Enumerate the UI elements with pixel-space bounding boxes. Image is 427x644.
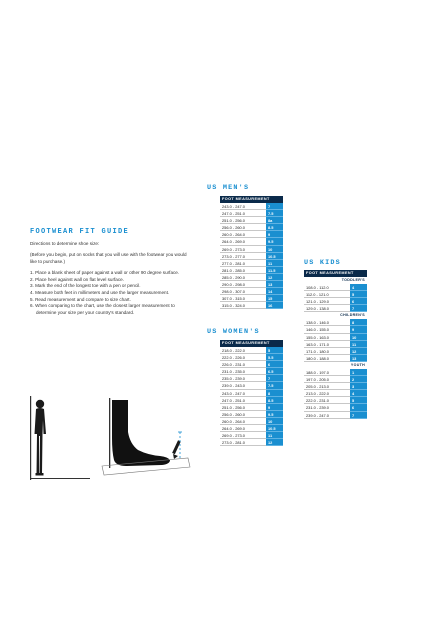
foot-measurement-cell: 273.0 - 281.0 [220, 439, 266, 446]
shoe-size-cell: 9 [266, 231, 283, 238]
size-row [304, 334, 367, 341]
shoe-size-cell: 2 [350, 376, 367, 383]
shoe-size-cell: 3 [350, 383, 367, 390]
size-row [220, 281, 283, 288]
size-row [220, 295, 283, 302]
shoe-size-cell: 15 [266, 295, 283, 302]
guide-steps [30, 270, 188, 316]
shoe-size-cell: 8 [350, 319, 367, 326]
guide-step: 6. When comparing to the chart, use the closest larger measurement to determine your size per your country's standard. [30, 303, 175, 315]
shoe-size-cell: 12 [266, 274, 283, 281]
foot-measurement-cell: 247.0 - 251.0 [220, 397, 266, 404]
shoe-size-cell: 5 [350, 397, 367, 404]
foot-measurement-cell: 285.0 - 290.0 [220, 274, 266, 281]
shoe-size-cell: 4 [350, 390, 367, 397]
shoe-size-cell: 10.5 [266, 425, 283, 432]
size-row [220, 425, 283, 432]
size-row [220, 411, 283, 418]
foot-measurement-cell: 273.0 - 277.0 [220, 253, 266, 260]
shoe-size-cell: 10.5 [266, 253, 283, 260]
size-row [304, 355, 367, 362]
size-row [220, 246, 283, 253]
foot-measurement-cell: 129.0 - 138.0 [304, 305, 350, 312]
foot-measurement-cell: 121.0 - 129.0 [304, 298, 350, 305]
mens-table-header: FOOT MEASUREMENT [220, 196, 283, 203]
shoe-size-cell: 16 [266, 302, 283, 309]
size-row [220, 203, 283, 210]
size-row [304, 397, 367, 404]
size-row [304, 412, 367, 419]
guide-step: 4. Measure both feet in millimeters and use the larger measurement. [30, 289, 170, 295]
foot-measurement-cell: 180.0 - 188.0 [304, 355, 350, 362]
size-row [304, 404, 367, 411]
guide-intro-socks: (Before you begin, put on socks that you will use with the footwear you would like to purchase.) [30, 252, 187, 264]
foot-wall [109, 398, 110, 468]
foot-measurement-cell: 171.0 - 180.0 [304, 348, 350, 355]
foot-measurement-cell: 260.0 - 264.0 [220, 231, 266, 238]
womens-table-header: FOOT MEASUREMENT [220, 340, 283, 347]
shoe-size-cell: 14 [266, 288, 283, 295]
foot-measurement-cell: 222.0 - 226.0 [220, 354, 266, 361]
foot-measurement-cell: 290.0 - 298.0 [220, 281, 266, 288]
shoe-size-cell: 4 [350, 284, 367, 291]
shoe-size-cell: 9.5 [266, 411, 283, 418]
shoe-size-cell: 6 [350, 298, 367, 305]
foot-measurement-cell: 251.0 - 256.0 [220, 217, 266, 224]
foot-measurement-cell: 247.0 - 251.0 [220, 210, 266, 217]
size-row [304, 284, 367, 291]
foot-measurement-cell: 264.0 - 269.0 [220, 238, 266, 245]
shoe-size-cell: 11.5 [266, 267, 283, 274]
mens-size-table [220, 196, 283, 309]
size-row [220, 210, 283, 217]
shoe-size-cell: 7 [350, 305, 367, 312]
foot-measurement-cell: 138.0 - 146.0 [304, 319, 350, 326]
shoe-size-cell: 8a [266, 217, 283, 224]
size-row [220, 390, 283, 397]
shoe-size-cell: 11 [350, 341, 367, 348]
shoe-size-cell: 7 [266, 375, 283, 382]
shoe-size-cell: 13 [350, 355, 367, 362]
shoe-size-cell: 7 [350, 412, 367, 419]
size-row [220, 404, 283, 411]
size-row [220, 418, 283, 425]
size-row [304, 390, 367, 397]
foot-measurement-cell: 307.0 - 315.0 [220, 295, 266, 302]
shoe-size-cell: 12 [266, 439, 283, 446]
foot-measurement-cell: 231.0 - 235.0 [220, 368, 266, 375]
foot-measurement-cell: 213.0 - 222.0 [304, 390, 350, 397]
size-row [220, 224, 283, 231]
foot-measurement-cell: 235.0 - 239.0 [220, 375, 266, 382]
foot-measurement-cell: 239.0 - 247.0 [304, 412, 350, 419]
size-row [220, 267, 283, 274]
shoe-size-cell: 5 [350, 291, 367, 298]
size-row [220, 302, 283, 309]
size-row [220, 288, 283, 295]
size-row [220, 432, 283, 439]
womens-size-table [220, 340, 283, 446]
size-row [304, 376, 367, 383]
guide-step: 5. Read measurement and compare to size chart. [30, 296, 131, 302]
kids-group-label: TODDLER'S [341, 278, 365, 282]
size-row [220, 439, 283, 446]
size-row [304, 341, 367, 348]
shoe-size-cell: 11 [266, 260, 283, 267]
guide-intro-directions: Directions to determine shoe size: [30, 241, 100, 246]
size-row [304, 298, 367, 305]
shoe-size-cell: 12 [350, 348, 367, 355]
shoe-size-cell: 9 [266, 404, 283, 411]
size-row [220, 397, 283, 404]
size-row [220, 217, 283, 224]
size-row [304, 291, 367, 298]
guide-title: FOOTWEAR FIT GUIDE [30, 228, 130, 236]
shoe-size-cell: 11 [266, 432, 283, 439]
foot-measurement-cell: 239.0 - 243.0 [220, 382, 266, 389]
size-row [220, 260, 283, 267]
size-row [304, 383, 367, 390]
foot-measurement-cell: 264.0 - 269.0 [220, 425, 266, 432]
size-row [220, 253, 283, 260]
kids-title: US KIDS [304, 259, 341, 267]
foot-measurement-illustration [30, 392, 194, 482]
foot-measurement-cell: 218.0 - 222.0 [220, 347, 266, 354]
foot-measurement-cell: 112.0 - 121.0 [304, 291, 350, 298]
size-row [304, 305, 367, 312]
size-row [220, 354, 283, 361]
foot-measurement-cell: 298.0 - 307.0 [220, 288, 266, 295]
guide-step: 3. Mark the end of the longest toe with a pen or pencil. [30, 283, 141, 289]
kids-group-label: YOUTH [350, 362, 365, 367]
shoe-size-cell: 13 [266, 281, 283, 288]
foot-measurement-cell: 243.0 - 247.0 [220, 390, 266, 397]
shoe-size-cell: 8.5 [266, 224, 283, 231]
shoe-size-cell: 10 [350, 334, 367, 341]
size-row [304, 348, 367, 355]
foot-measurement-cell: 146.0 - 155.0 [304, 326, 350, 333]
foot-measurement-cell: 251.0 - 256.0 [220, 404, 266, 411]
foot-measurement-cell: 222.0 - 231.0 [304, 397, 350, 404]
foot-measurement-cell: 260.0 - 264.0 [220, 418, 266, 425]
shoe-size-cell: 10 [266, 246, 283, 253]
standing-person-icon [35, 400, 47, 476]
size-row [304, 319, 367, 326]
foot-measurement-cell: 205.0 - 213.0 [304, 383, 350, 390]
shoe-size-cell: 10 [266, 418, 283, 425]
size-row [220, 231, 283, 238]
foot-measurement-cell: 163.0 - 171.0 [304, 341, 350, 348]
foot-measurement-cell: 315.0 - 324.0 [220, 302, 266, 309]
foot-icon [112, 400, 170, 466]
foot-measurement-cell: 197.0 - 205.0 [304, 376, 350, 383]
womens-title: US WOMEN'S [207, 328, 260, 336]
shoe-size-cell: 6.5 [266, 368, 283, 375]
shoe-size-cell: 7.5 [266, 210, 283, 217]
foot-measurement-cell: 281.0 - 285.0 [220, 267, 266, 274]
shoe-size-cell: 5 [266, 347, 283, 354]
foot-measurement-cell: 269.0 - 273.0 [220, 432, 266, 439]
size-row [220, 382, 283, 389]
wall-line [30, 396, 31, 480]
guide-step: 1. Place a blank sheet of paper against a wall or other 90 degree surface. [30, 269, 180, 275]
foot-measurement-cell: 277.0 - 281.0 [220, 260, 266, 267]
shoe-size-cell: 6 [350, 404, 367, 411]
size-row [304, 326, 367, 333]
size-row [220, 368, 283, 375]
shoe-size-cell: 7.5 [266, 382, 283, 389]
floor-line [30, 478, 90, 479]
kids-size-table [304, 270, 367, 419]
foot-measurement-cell: 243.0 - 247.0 [220, 203, 266, 210]
shoe-size-cell: 1 [350, 369, 367, 376]
guide-step: 2. Place heel against wall on flat level surface. [30, 276, 124, 282]
shoe-size-cell: 9.5 [266, 238, 283, 245]
size-row [304, 369, 367, 376]
size-row [220, 375, 283, 382]
pencil-icon [172, 440, 181, 459]
mens-title: US MEN'S [207, 184, 250, 192]
shoe-size-cell: 7 [266, 203, 283, 210]
shoe-size-cell: 5.5 [266, 354, 283, 361]
foot-measurement-cell: 108.0 - 112.0 [304, 284, 350, 291]
foot-measurement-cell: 226.0 - 231.0 [220, 361, 266, 368]
kids-table-header: FOOT MEASUREMENT [304, 270, 367, 277]
shoe-size-cell: 6 [266, 361, 283, 368]
kids-group-label: CHILDREN'S [340, 313, 365, 318]
foot-measurement-cell: 155.0 - 163.0 [304, 334, 350, 341]
shoe-size-cell: 8 [266, 390, 283, 397]
size-row [220, 238, 283, 245]
shoe-size-cell: 8.5 [266, 397, 283, 404]
guide-body [30, 241, 188, 316]
foot-measurement-cell: 188.0 - 197.0 [304, 369, 350, 376]
foot-measurement-cell: 256.0 - 260.0 [220, 224, 266, 231]
size-row [220, 347, 283, 354]
foot-measurement-cell: 269.0 - 273.0 [220, 246, 266, 253]
shoe-size-cell: 9 [350, 326, 367, 333]
foot-measurement-cell: 256.0 - 260.0 [220, 411, 266, 418]
size-row [220, 361, 283, 368]
foot-measurement-cell: 231.0 - 239.0 [304, 404, 350, 411]
size-row [220, 274, 283, 281]
